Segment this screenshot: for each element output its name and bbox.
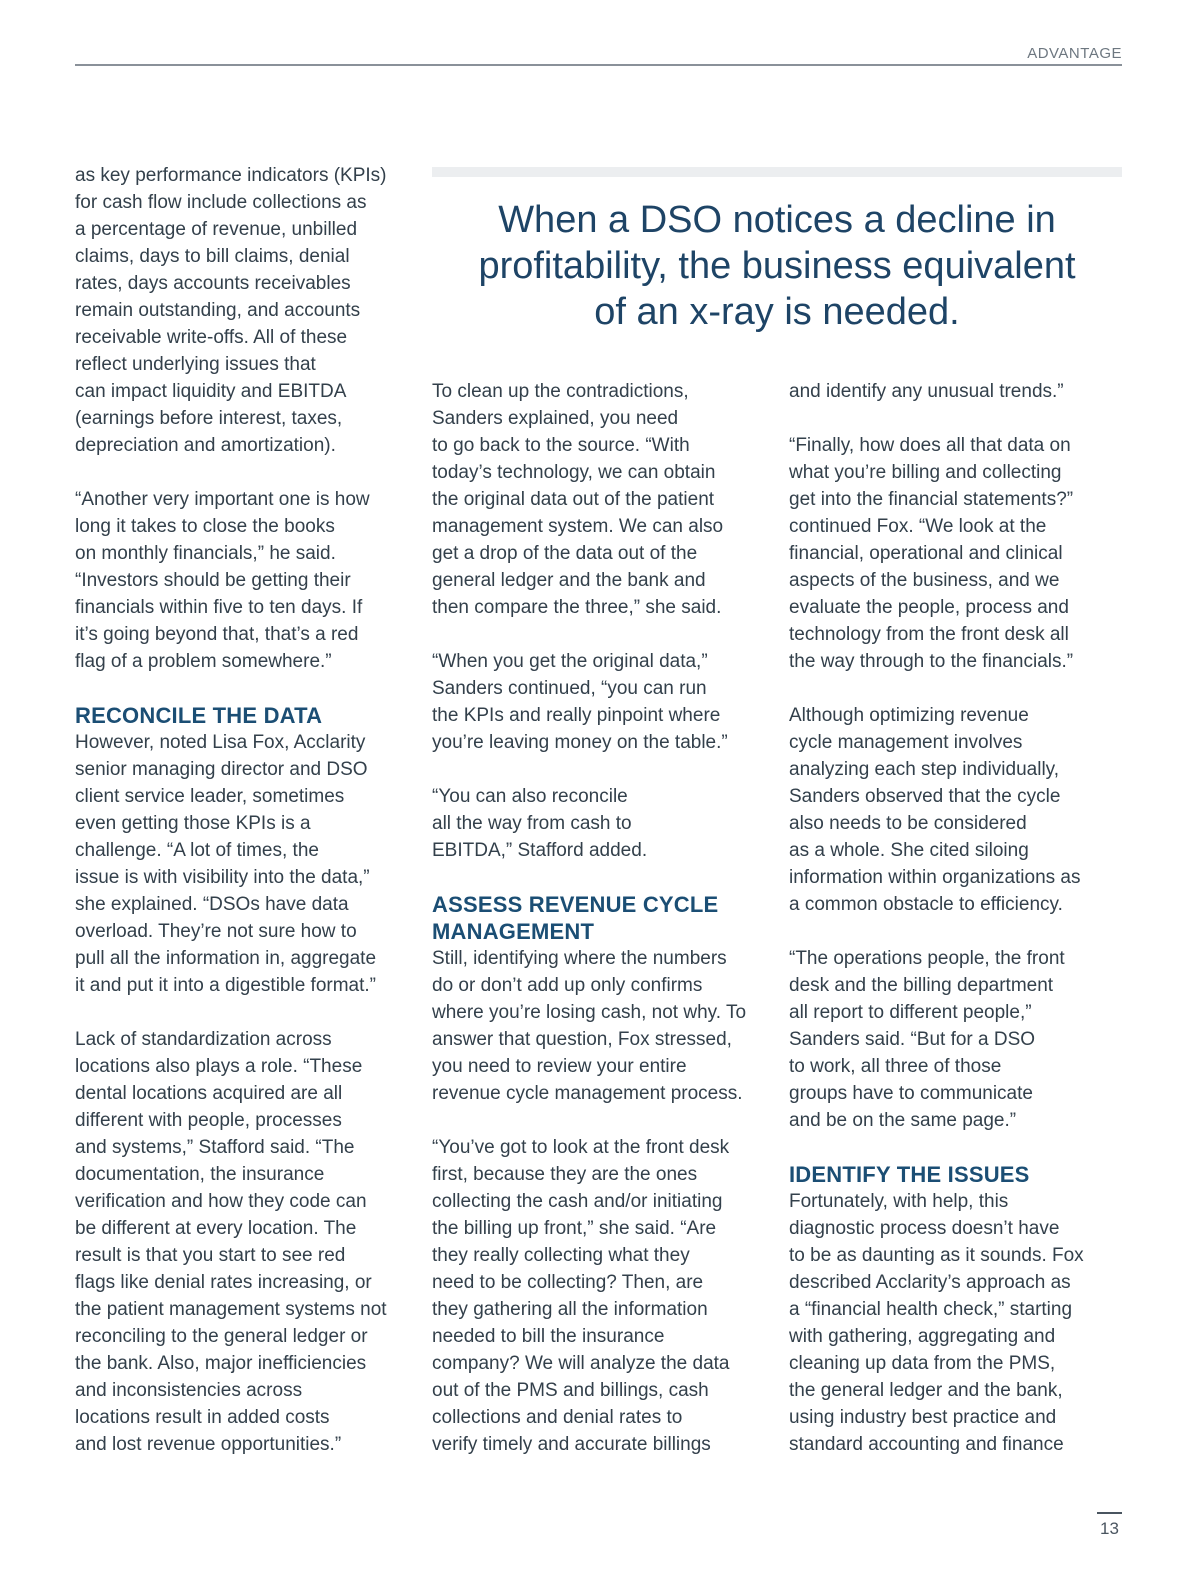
paragraph: as key performance indicators (KPIs) for cash flow include collections as a percentage of revenue, unbilled claims, days to bill claims, denial rates, days accounts receivables remain outstanding, and accounts receivable write-offs. All of these reflect underlying issues that can impact liquidity and EBITDA (earnings before interest, taxes, depreciation and amortization). [75,165,387,456]
header-divider [75,64,1122,66]
article-column-1 [75,162,415,1485]
page-number: 13 [1100,1519,1119,1538]
paragraph: To clean up the contradictions, Sanders explained, you need to go back to the source. “With today’s technology, we can obtain the original data out of the patient management system. We can also get a drop of the data out of the general ledger and the bank and then compare the three,” she said. [432,381,724,618]
pull-quote: When a DSO notices a decline in profitability, the business equivalent of an x-ray is needed. [478,199,1076,333]
paragraph: “When you get the original data,” Sanders continued, “you can run the KPIs and really pinpoint where you’re leaving money on the table.” [432,651,728,753]
pull-quote-bar [432,167,1122,177]
paragraph: Fortunately, with help, this diagnostic process doesn’t have to be as daunting as it sounds. Fox described Acclarity’s approach as a “financial health check,” starting with gathering, aggregating and cleaning up data from the PMS, the general ledger and the bank, using industry best practice and standard accounting and finance [789,1191,1084,1455]
paragraph: “The operations people, the front desk and the billing department all report to different people,” Sanders said. “But for a DSO to work, all three of those groups have to communicate and be on the same page.” [789,948,1065,1131]
paragraph: “You can also reconcile all the way from cash to EBITDA,” Stafford added. [432,786,648,861]
paragraph: Still, identifying where the numbers do or don’t add up only confirms where you’re losing cash, not why. To answer that question, Fox stressed, you need to review your entire revenue cycle management process. [432,948,747,1104]
paragraph: “You’ve got to look at the front desk first, because they are the ones collecting the cash and/or initiating the billing up front,” she said. “Are they really collecting what they need to be collecting? Then, are they gathering all the information needed to bill the insurance company? We will analyze the data out of the PMS and billings, cash collections and denial rates to verify timely and accurate billings [432,1137,730,1455]
paragraph: However, noted Lisa Fox, Acclarity senior managing director and DSO client service leader, sometimes even getting those KPIs is a challenge. “A lot of times, the issue is with visibility into the data,” she explained. “DSOs have data overload. They’re not sure how to pull all the information in, aggregate it and put it into a digestible format.” [75,732,377,996]
section-label: ADVANTAGE [1027,45,1122,62]
paragraph: and identify any unusual trends.” [789,381,1064,402]
section-heading: RECONCILE THE DATA [75,703,323,728]
paragraph: Lack of standardization across locations also plays a role. “These dental locations acquired are all different with people, processes and systems,” Stafford said. “The documentation, the insurance verification and how they code can be different at every location. The result is that you start to see red flags like denial rates increasing, or the patient management systems not reconciling to the general ledger or the bank. Also, major inefficiencies and inconsistencies across locations result in added costs and lost revenue opportunities.” [75,1029,387,1455]
section-heading: ASSESS REVENUE CYCLE MANAGEMENT [432,892,719,944]
article-column-3 [789,378,1119,1485]
paragraph: “Another very important one is how long it takes to close the books on monthly financials,” he said. “Investors should be getting their financials within five to ten days. If it’s going beyond that, that’s a red flag of a problem somewhere.” [75,489,370,672]
paragraph: Although optimizing revenue cycle management involves analyzing each step individually, Sanders observed that the cycle also needs to be considered as a whole. She cited siloing information within organizations as a common obstacle to efficiency. [789,705,1081,915]
paragraph: “Finally, how does all that data on what you’re billing and collecting get into the financial statements?” continued Fox. “We look at the financial, operational and clinical aspects of the business, and we evaluate the people, process and technology from the front desk all the way through to the financials.” [789,435,1074,672]
page-number-rule [1097,1512,1122,1514]
section-heading: IDENTIFY THE ISSUES [789,1162,1030,1187]
article-column-2 [432,378,772,1485]
